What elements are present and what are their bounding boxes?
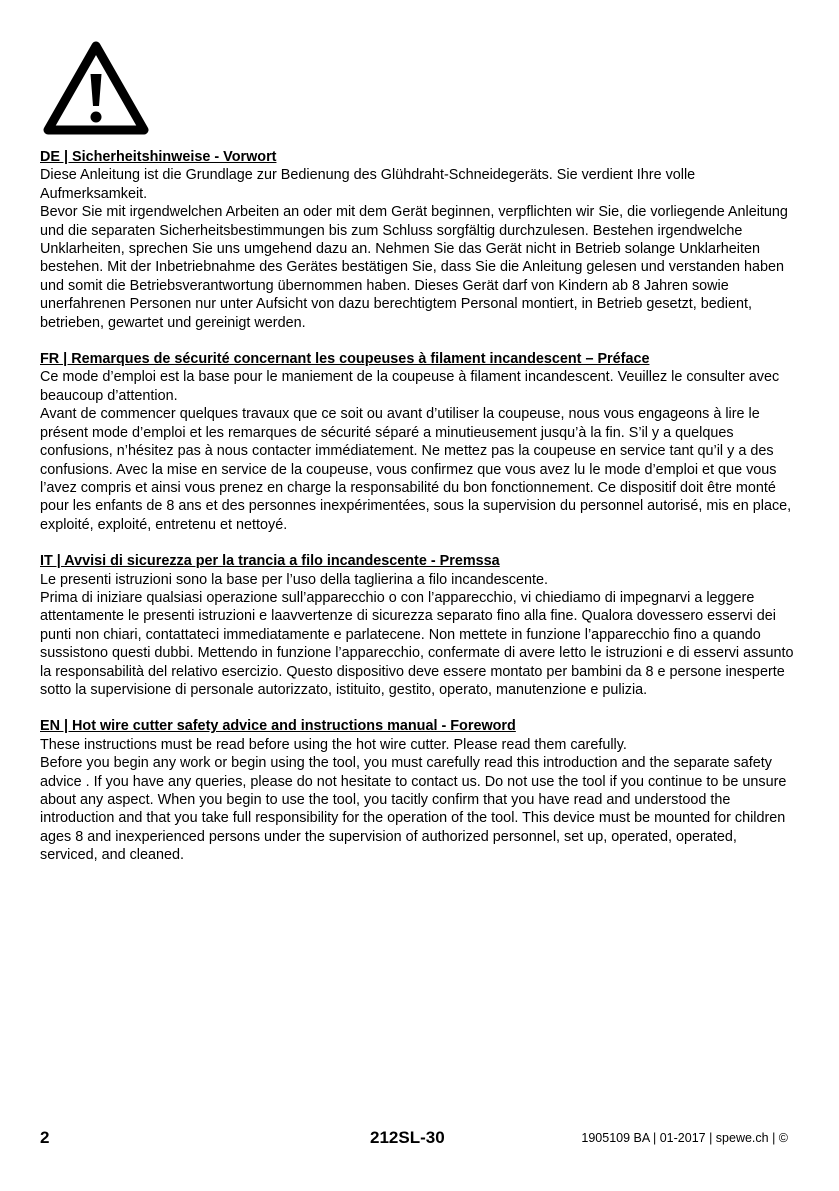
page-footer xyxy=(40,1128,796,1152)
paragraph: Bevor Sie mit irgendwelchen Arbeiten an oder mit dem Gerät beginnen, verpflichten wir Sie, die vorliegende Anleitung und die separaten Sicherheitsbestimmungen bis zum Schluss sorgfältig durchzulesen. Bestehen irgendwelche Unklarheiten, sprechen Sie uns umgehend dazu an. Nehmen Sie das Gerät nicht in Betrieb solange Unklarheiten bestehen. Mit der Inbetriebnahme des Gerätes bestätigen Sie, dass Sie die Anleitung gelesen und verstanden haben und somit die Betriebsverantwortung übernommen haben. Dieses Gerät darf von Kindern ab 8 Jahren sowie unerfahrenen Personen nur unter Aufsicht von dazu berechtigtem Personal montiert, in Betrieb gesetzt, bedient, betrieben, gewartet und gereinigt werden. xyxy=(40,204,788,331)
section-en xyxy=(40,717,796,864)
section-heading: FR | Remarques de sécurité concernant les coupeuses à filament incandescent – Préface xyxy=(40,351,650,368)
section-de xyxy=(40,148,796,332)
section-heading: IT | Avvisi di sicurezza per la trancia a filo incandescente - Premssa xyxy=(40,553,500,570)
paragraph: Le presenti istruzioni sono la base per l’uso della taglierina a filo incandescente. xyxy=(40,571,548,588)
section-fr xyxy=(40,350,796,534)
paragraph: Prima di iniziare qualsiasi operazione sull’apparecchio o con l’apparecchio, vi chiediamo di impegnarvi a leggere attentamente le presenti istruzioni e laavvertenze di sicurezza separato fino alla fine. Qualora dovessero esservi dei punti non chiari, contattateci immediatamente e parlatecene. Non mettete in funzione l’apparecchio fino a quando sussistono questi dubbi. Mettendo in funzione l’apparecchio, confermate di avere letto le istruzioni e di esservi assunto la responsabilità del relativo esercizio. Questo dispositivo deve essere montato per bambini da 8 e persone inesperte sotto la supervisione di personale autorizzato, istituito, gestito, operato, manutenzione e pulizia. xyxy=(40,589,794,698)
paragraph: These instructions must be read before using the hot wire cutter. Please read them carefully. xyxy=(40,736,627,753)
page-number: 2 xyxy=(40,1128,50,1147)
paragraph: Ce mode d’emploi est la base pour le maniement de la coupeuse à filament incandescent. Veuillez le consulter avec beaucoup d’attention. xyxy=(40,369,780,404)
warning-triangle-icon xyxy=(40,38,152,138)
section-it xyxy=(40,552,796,699)
section-heading: EN | Hot wire cutter safety advice and instructions manual - Foreword xyxy=(40,718,516,735)
model-number: 212SL-30 xyxy=(370,1128,445,1147)
document-reference: 1905109 BA | 01-2017 | spewe.ch | © xyxy=(581,1131,788,1145)
paragraph: Diese Anleitung ist die Grundlage zur Bedienung des Glühdraht-Schneidegeräts. Sie verdient Ihre volle Aufmerksamkeit. xyxy=(40,167,696,202)
document-body xyxy=(40,148,796,883)
section-heading: DE | Sicherheitshinweise - Vorwort xyxy=(40,149,277,165)
paragraph: Before you begin any work or begin using the tool, you must carefully read this introduction and the separate safety advice . If you have any queries, please do not hesitate to contact us. Do not use the tool if you continue to be unsure about any aspect. When you begin to use the tool, you tacitly confirm that you have read and understood the introduction and that you take full responsibility for the operation of the tool. This device must be mounted for children ages 8 and inexperienced persons under the supervision of authorized personnel, set up, operated, operated, serviced, and cleaned. xyxy=(40,755,787,864)
paragraph: Avant de commencer quelques travaux que ce soit ou avant d’utiliser la coupeuse, nous vous engageons à lire le présent mode d’emploi et les remarques de sécurité séparé a minutieusement jusqu’à la fin. S’il y a quelques confusions, n’hésitez pas à nous contacter immédiatement. Ne mettez pas la coupeuse en service tant qu’il y a des confusions. Avec la mise en service de la coupeuse, vous confirmez que vous avez lu le mode d’emploi et que vous l’avez compris et ainsi vous prenez en charge la responsabilité du bon fonctionnement. Ce dispositif doit être monté pour les enfants de 8 ans et des personnes inexpérimentées, sous la supervision du personnel autorisé, mis en place, exploité, exploité, entretenu et nettoyé. xyxy=(40,406,792,533)
